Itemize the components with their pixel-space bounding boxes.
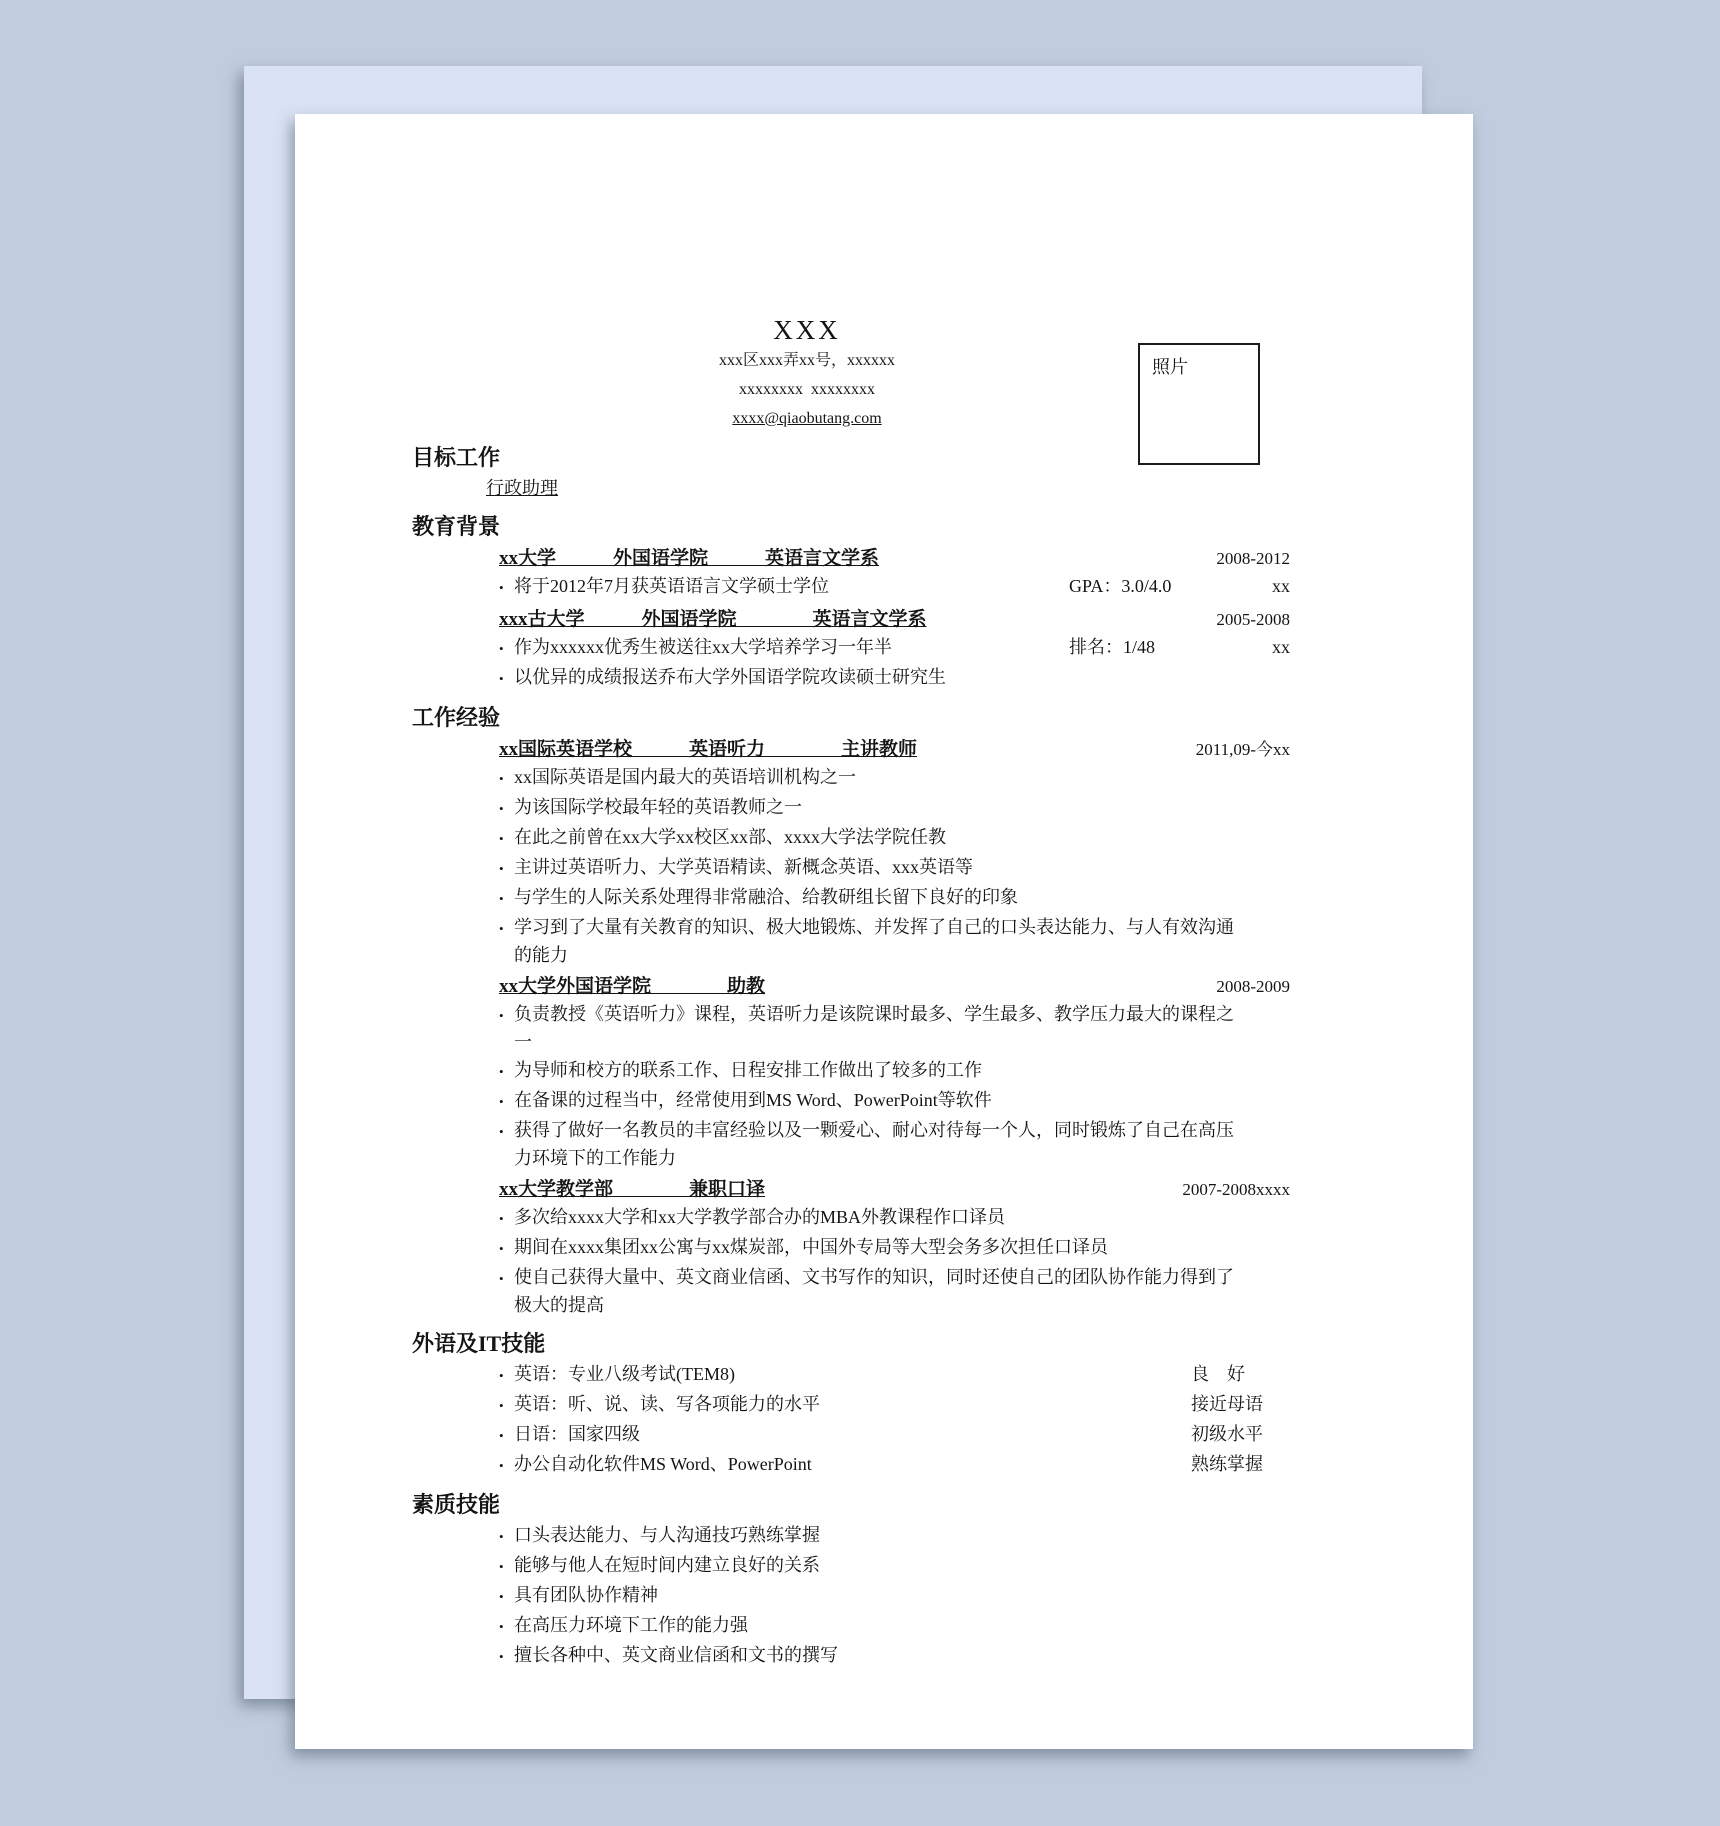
photo-placeholder-box bbox=[1138, 343, 1260, 465]
work-entry-title-row bbox=[499, 737, 1290, 763]
work-bullet-text: 获得了做好一名教员的丰富经验以及一颗爱心、耐心对待每一个人，同时锻炼了自己在高压力环境下的工作能力 bbox=[514, 1120, 1234, 1168]
bullet-icon: • bbox=[499, 1398, 504, 1413]
quality-row bbox=[499, 1641, 1290, 1671]
work-entry-date: 2007-2008xxxx bbox=[1182, 1180, 1290, 1199]
bullet-icon: • bbox=[499, 1529, 504, 1544]
work-entry-date: 2011,09-今xx bbox=[1195, 740, 1290, 759]
education-detail-right: xx bbox=[1272, 637, 1290, 657]
bullet-icon: • bbox=[499, 1271, 504, 1286]
bullet-icon: • bbox=[499, 1368, 504, 1383]
education-detail-row bbox=[499, 572, 1290, 602]
work-bullet-row bbox=[499, 1263, 1290, 1319]
skill-level: 接近母语 bbox=[1191, 1394, 1263, 1414]
bullet-icon: • bbox=[499, 1064, 504, 1079]
quality-text: 能够与他人在短时间内建立良好的关系 bbox=[514, 1555, 820, 1575]
education-detail-text: 将于2012年7月获英语语言文学硕士学位 bbox=[514, 576, 829, 596]
work-bullet-text: 为导师和校方的联系工作、日程安排工作做出了较多的工作 bbox=[514, 1060, 982, 1080]
work-bullet-row bbox=[499, 913, 1290, 969]
skill-row bbox=[499, 1420, 1290, 1450]
work-bullet-row bbox=[499, 853, 1290, 883]
education-entry-title-row bbox=[499, 607, 1290, 633]
work-bullet-text: 在备课的过程当中，经常使用到MS Word、PowerPoint等软件 bbox=[514, 1090, 992, 1110]
education-entry-date: 2005-2008 bbox=[1216, 610, 1290, 629]
work-entry-date: 2008-2009 bbox=[1216, 977, 1290, 996]
bullet-icon: • bbox=[499, 1124, 504, 1139]
phone-line: xxxxxxxx xxxxxxxx bbox=[739, 381, 875, 398]
section-heading-qualities: 素质技能 bbox=[412, 1492, 501, 1517]
skill-row bbox=[499, 1450, 1290, 1480]
section-heading-education: 教育背景 bbox=[412, 514, 501, 539]
education-entry-title: xx大学 外国语学院 英语言文学系 bbox=[499, 548, 880, 569]
quality-row bbox=[499, 1581, 1290, 1611]
bullet-icon: • bbox=[499, 1559, 504, 1574]
education-entry-title-row bbox=[499, 546, 1290, 572]
skill-level: 良 好 bbox=[1191, 1364, 1245, 1384]
bullet-icon: • bbox=[499, 861, 504, 876]
work-bullet-text: 期间在xxxx集团xx公寓与xx煤炭部，中国外专局等大型会务多次担任口译员 bbox=[514, 1237, 1108, 1257]
resume-page bbox=[295, 114, 1473, 1749]
bullet-icon: • bbox=[499, 801, 504, 816]
education-entry-date: 2008-2012 bbox=[1216, 549, 1290, 568]
work-bullet-row bbox=[499, 793, 1290, 823]
bullet-icon: • bbox=[499, 1094, 504, 1109]
work-entry-title-row bbox=[499, 974, 1290, 1000]
work-bullet-row bbox=[499, 1086, 1290, 1116]
education-detail-row bbox=[499, 663, 1290, 693]
work-bullet-text: 为该国际学校最年轻的英语教师之一 bbox=[514, 797, 802, 817]
section-heading-objective: 目标工作 bbox=[412, 445, 501, 470]
quality-text: 具有团队协作精神 bbox=[514, 1585, 658, 1605]
rank-value: 排名：1/48 bbox=[1069, 637, 1156, 657]
work-bullet-text: 学习到了大量有关教育的知识、极大地锻炼、并发挥了自己的口头表达能力、与人有效沟通的能力 bbox=[514, 917, 1234, 965]
gpa-value: GPA：3.0/4.0 bbox=[1069, 576, 1172, 596]
education-detail-right: xx bbox=[1272, 576, 1290, 596]
skill-text: 日语：国家四级 bbox=[514, 1424, 640, 1444]
bullet-icon: • bbox=[499, 1589, 504, 1604]
section-heading-work: 工作经验 bbox=[412, 705, 501, 730]
work-bullet-text: 负责教授《英语听力》课程，英语听力是该院课时最多、学生最多、教学压力最大的课程之一 bbox=[514, 1004, 1234, 1052]
work-bullet-row bbox=[499, 883, 1290, 913]
quality-text: 在高压力环境下工作的能力强 bbox=[514, 1615, 748, 1635]
work-bullet-text: 多次给xxxx大学和xx大学教学部合办的MBA外教课程作口译员 bbox=[514, 1207, 1006, 1227]
education-detail-text: 作为xxxxxx优秀生被送往xx大学培养学习一年半 bbox=[514, 637, 892, 657]
work-entry-title-row bbox=[499, 1177, 1290, 1203]
work-bullet-text: 使自己获得大量中、英文商业信函、文书写作的知识，同时还使自己的团队协作能力得到了极大的提高 bbox=[514, 1267, 1234, 1315]
skill-text: 英语：专业八级考试(TEM8) bbox=[514, 1364, 735, 1384]
quality-text: 口头表达能力、与人沟通技巧熟练掌握 bbox=[514, 1525, 820, 1545]
skill-level: 初级水平 bbox=[1191, 1424, 1263, 1444]
bullet-icon: • bbox=[499, 1619, 504, 1634]
address-line: xxx区xxx弄xx号，xxxxxx bbox=[718, 352, 895, 369]
skill-row bbox=[499, 1360, 1290, 1390]
work-bullet-row bbox=[499, 763, 1290, 793]
bullet-icon: • bbox=[499, 1211, 504, 1226]
section-heading-skills: 外语及IT技能 bbox=[412, 1331, 546, 1356]
work-bullet-text: 与学生的人际关系处理得非常融洽、给教研组长留下良好的印象 bbox=[514, 887, 1018, 907]
work-bullet-row bbox=[499, 1233, 1290, 1263]
bullet-icon: • bbox=[499, 921, 504, 936]
bullet-icon: • bbox=[499, 771, 504, 786]
work-bullet-row bbox=[499, 1203, 1290, 1233]
skill-level: 熟练掌握 bbox=[1191, 1454, 1263, 1474]
bullet-icon: • bbox=[499, 831, 504, 846]
skill-text: 办公自动化软件MS Word、PowerPoint bbox=[514, 1454, 812, 1474]
bullet-icon: • bbox=[499, 1649, 504, 1664]
bullet-icon: • bbox=[499, 641, 504, 656]
education-detail-row bbox=[499, 633, 1290, 663]
bullet-icon: • bbox=[499, 1458, 504, 1473]
skill-text: 英语：听、说、读、写各项能力的水平 bbox=[514, 1394, 820, 1414]
work-bullet-text: 主讲过英语听力、大学英语精读、新概念英语、xxx英语等 bbox=[514, 857, 973, 877]
work-bullet-row bbox=[499, 823, 1290, 853]
work-entry-title: xx大学教学部 兼职口译 bbox=[499, 1179, 766, 1200]
objective-value: 行政助理 bbox=[486, 478, 558, 498]
education-detail-text: 以优异的成绩报送乔布大学外国语学院攻读硕士研究生 bbox=[514, 667, 946, 687]
bullet-icon: • bbox=[499, 891, 504, 906]
work-bullet-text: xx国际英语是国内最大的英语培训机构之一 bbox=[514, 767, 856, 787]
work-bullet-row bbox=[499, 1000, 1290, 1056]
bullet-icon: • bbox=[499, 1008, 504, 1023]
work-bullet-row bbox=[499, 1056, 1290, 1086]
work-bullet-row bbox=[499, 1116, 1290, 1172]
skill-row bbox=[499, 1390, 1290, 1420]
quality-text: 擅长各种中、英文商业信函和文书的撰写 bbox=[514, 1645, 838, 1665]
bullet-icon: • bbox=[499, 580, 504, 595]
quality-row bbox=[499, 1521, 1290, 1551]
photo-label: 照片 bbox=[1152, 357, 1188, 377]
quality-row bbox=[499, 1551, 1290, 1581]
work-entry-title: xx大学外国语学院 助教 bbox=[499, 976, 766, 997]
bullet-icon: • bbox=[499, 1241, 504, 1256]
work-entry-title: xx国际英语学校 英语听力 主讲教师 bbox=[499, 739, 918, 760]
quality-row bbox=[499, 1611, 1290, 1641]
email-link[interactable]: xxxx@qiaobutang.com bbox=[732, 410, 882, 427]
bullet-icon: • bbox=[499, 671, 504, 686]
candidate-name: XXX bbox=[773, 315, 841, 345]
education-entry-title: xxx古大学 外国语学院 英语言文学系 bbox=[499, 609, 927, 630]
bullet-icon: • bbox=[499, 1428, 504, 1443]
work-bullet-text: 在此之前曾在xx大学xx校区xx部、xxxx大学法学院任教 bbox=[514, 827, 946, 847]
